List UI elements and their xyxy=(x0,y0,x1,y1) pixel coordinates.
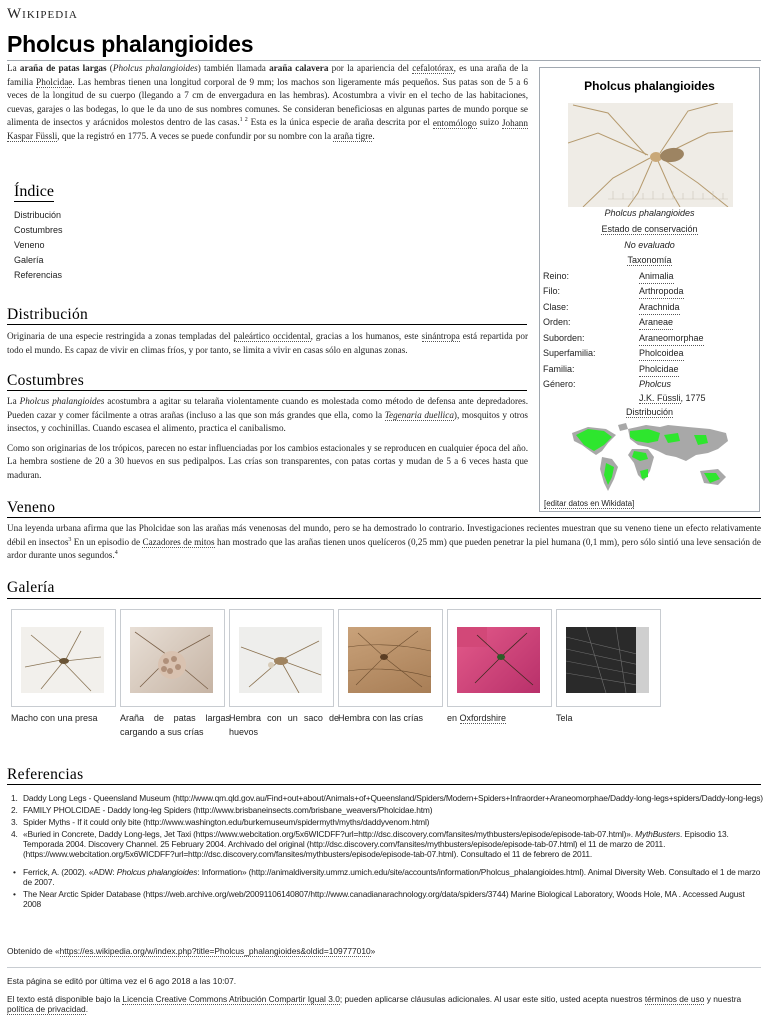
link-sinantropa[interactable]: sinántropa xyxy=(421,331,460,341)
section-divider-distribucion xyxy=(7,324,527,325)
toc-item-costumbres[interactable]: Costumbres xyxy=(14,225,63,236)
reference-item[interactable]: 3. Spider Myths - If it could only bite (http://www.washington.edu/burkemuseum/spidermyth/myths/daddyvenom.html) xyxy=(11,817,430,827)
section-divider-referencias xyxy=(7,784,761,785)
gallery-caption-6: Tela xyxy=(556,713,573,723)
section-divider-costumbres xyxy=(7,390,527,391)
toc-item-galeria[interactable]: Galería xyxy=(14,254,44,265)
infobox-title: Pholcus phalangioides xyxy=(584,79,715,93)
link-arana-tigre[interactable]: araña tigre xyxy=(333,131,373,142)
gallery-item-4[interactable] xyxy=(338,609,443,707)
infobox xyxy=(539,67,760,512)
obtenido-de: Obtenido de «https://es.wikipedia.org/w/index.php?title=Pholcus_phalangioides&oldid=109777010» xyxy=(7,946,376,956)
link-tegenaria[interactable]: Tegenaria duellica xyxy=(384,409,454,420)
taxo-link-arachnida[interactable]: Arachnida xyxy=(639,301,680,315)
gallery-caption-1: Macho con una presa xyxy=(11,713,98,723)
infobox-image-caption: Pholcus phalangioides xyxy=(604,208,695,218)
taxo-link-animalia[interactable]: Animalia xyxy=(639,270,674,284)
section-title-costumbres: Costumbres xyxy=(7,372,85,389)
gallery-image-spider-eggs xyxy=(130,627,213,693)
gallery-item-3[interactable] xyxy=(229,609,334,707)
footer-divider xyxy=(7,967,761,968)
gallery-item-1[interactable] xyxy=(11,609,116,707)
distribution-link[interactable]: Distribución xyxy=(625,407,674,417)
toc-item-veneno[interactable]: Veneno xyxy=(14,239,45,250)
section-costumbres-text: La Pholcus phalangioides acostumbra a agitar su telaraña violentamente cuando es molestada como método de defensa ante depredadores. Pueden cazar y comer fácilmente a otras arañas (incluso a las que son más grandes que ella, como la Tegenaria duellica), mosquitos y otros insectos, y cochinillas. Cuando escasea el alimento, practica el canibalismo. Como son originarias de los trópicos, parecen no estar influenciadas por los cambios estacionales y se reproducen en cualquier época del año. La hembra sostiene de 20 a 30 huevos en sus pedipalpos. Las crías son transparentes, con patas cortas y mudan de 5 a 6 veces hasta que maduran. xyxy=(7,396,528,481)
gallery-caption-3: Hembra con un saco de huevos xyxy=(229,713,339,737)
page-title: Pholcus phalangioides xyxy=(7,31,254,57)
terms-link[interactable]: términos de uso xyxy=(644,994,705,1004)
reference-item[interactable]: 2. FAMILY PHOLCIDAE - Daddy long-leg Spiders (http://www.brisbaneinsects.com/brisbane_weavers/Pholcidae.htm) xyxy=(11,805,433,815)
ref-sup-3[interactable]: 3 xyxy=(68,536,72,543)
section-title-referencias: Referencias xyxy=(7,766,84,783)
footer-last-edited: Esta página se editó por última vez el 6 ago 2018 a las 10:07. xyxy=(7,976,237,986)
gallery-caption-4: Hembra con las crías xyxy=(338,713,424,723)
taxo-link-pholcidae[interactable]: Pholcidae xyxy=(639,363,679,377)
link-entomologo[interactable]: entomólogo xyxy=(432,117,477,128)
ref-sup-4[interactable]: 4 xyxy=(114,550,118,557)
taxo-link-pholcoidea[interactable]: Pholcoidea xyxy=(639,347,684,361)
taxo-row-orden: Orden: Araneae xyxy=(543,316,756,330)
taxonomy-link[interactable]: Taxonomía xyxy=(627,255,672,265)
title-divider xyxy=(7,60,761,61)
section-veneno-text: Una leyenda urbana afirma que las Pholcidae son las arañas más venenosas del mundo, pero se ha demostrado lo contrario. Investigaciones recientes muestran que su veneno tiene un efecto relativamente débil en insectos$^3$ En un episodio de Cazadores de mitos han mostrado que las arañas tienen unos quelíceros (0,25 mm) que pueden penetrar la piel humana (0,1 mm), pero sólo sintió una leve sensación de ardor durante unos segundos.$^4$ xyxy=(7,523,761,561)
distribution-map[interactable] xyxy=(568,421,733,496)
privacy-link[interactable]: política de privacidad xyxy=(7,1004,86,1014)
footer-license: El texto está disponible bajo la Licencia Creative Commons Atribución Compartir Igual 3.0; pueden aplicarse cláusulas adicionales. Al usar este sitio, usted acepta nuestros términos de uso y nuestra política de privacidad. xyxy=(7,994,742,1014)
section-divider-veneno xyxy=(7,517,761,518)
section-distribucion-text: Originaria de una especie restringida a zonas templadas del paleártico occidental, gracias a los humanos, este sinántropa está repartida por todo el mundo. Es capaz de vivir en climas fríos, y por tanto, se limita a vivir en casas sólo en algunas zonas. xyxy=(7,331,529,355)
permanent-link[interactable]: https://es.wikipedia.org/w/index.php?title=Pholcus_phalangioides&oldid=109777010 xyxy=(59,946,371,956)
spider-photo-icon xyxy=(568,103,733,207)
toc-item-referencias[interactable]: Referencias xyxy=(14,269,63,280)
reference-bullet[interactable]: • The Near Arctic Spider Database (https://web.archive.org/web/20091106140807/http://www.canadianarachnology.org/data/spiders/3744) Marine Biological Laboratory, Woods Hole, MA . Accessed August 2008 xyxy=(13,889,745,909)
gallery-item-6[interactable] xyxy=(556,609,661,707)
toc-item-distribucion[interactable]: Distribución xyxy=(14,210,62,221)
taxo-row-suborden: Suborden: Araneomorphae xyxy=(543,332,756,346)
taxo-authority: J.K. Füssli, 1775 xyxy=(639,393,706,403)
references-list xyxy=(11,793,763,911)
ref-sup-1-2[interactable]: 1 2 xyxy=(239,117,248,124)
lead-paragraph: La araña de patas largas (Pholcus phalangioides) también llamada araña calavera por la apariencia del cefalotórax, es una araña de la familia Pholcidae. Las hembras tienen una longitud corporal de 9 mm; los machos son ligeramente más pequeños. Sus patas son de 5 a 6 veces de la longitud de su cuerpo (llegando a 7 cm de envergadura en las hembras). Acostumbra a vivir en el techo de las habitaciones, cuevas, garajes o las bodegas, lo que le da uno de sus nombres comunes. Se consideran beneficiosas en algunas partes de mundo porque se alimenta de insectos y arácnidos molestos dentro de las casas.$^{1 2}$ Esta es la única especie de araña descrita por el entomólogo suizo Johann Kaspar Füssli, que la registró en 1775. A veces se puede confundir por su nombre con la araña tigre. xyxy=(7,63,529,142)
gallery-caption-2: Araña de patas largas cargando a sus crías xyxy=(120,713,230,737)
taxo-genus-pholcus: Pholcus xyxy=(639,379,672,389)
link-cefalotorax[interactable]: cefalotórax xyxy=(412,63,454,73)
link-pholcidae[interactable]: Pholcidae xyxy=(36,76,73,87)
gallery-item-5[interactable] xyxy=(447,609,552,707)
taxo-row-filo: Filo: Arthropoda xyxy=(543,285,756,299)
reference-item[interactable]: 4. «Buried in Concrete, Daddy Long-legs, Jet Taxi (https://www.webcitation.org/5x6WICDFF?url=http://dsc.discovery.com/fansites/mythbusters/episode/episode-tab-07.html)». MythBusters. Episodio 13. Temporada 2004. Discovery Channel. 25 February 2004. Archivado del original (http://dsc.discovery.com/fansites/mythbusters/episode/episode-tab-07.html) el 11 de marzo de 2011. (https://www.webcitation.org/5x6WICDFF?url=http://dsc.discovery.com/fansites/mythbusters/episode/episode-tab-07.html). Consultado el 11 de febrero de 2011. xyxy=(11,829,729,859)
taxo-row-genero: Género: Pholcus xyxy=(543,378,756,392)
link-fussli[interactable]: Johann Kaspar Füssli xyxy=(7,117,528,142)
section-title-veneno: Veneno xyxy=(7,499,56,516)
taxo-row-superfamilia: Superfamilia: Pholcoidea xyxy=(543,347,756,361)
gallery-image-spider-pink xyxy=(457,627,540,693)
edit-wikidata-link[interactable]: [editar datos en Wikidata] xyxy=(544,499,635,508)
gallery-item-2[interactable] xyxy=(120,609,225,707)
taxo-row-clase: Clase: Arachnida xyxy=(543,301,756,315)
taxo-link-arthropoda[interactable]: Arthropoda xyxy=(639,285,684,299)
taxo-link-araneomorphae[interactable]: Araneomorphae xyxy=(639,332,704,346)
link-paleartico[interactable]: paleártico occidental xyxy=(233,331,311,341)
gallery-image-spider-eggsac xyxy=(239,627,322,693)
gallery-image-web xyxy=(566,627,649,693)
conservation-status-link[interactable]: Estado de conservación xyxy=(601,224,698,234)
wikipedia-logo[interactable]: Wikipedia xyxy=(7,6,78,22)
reference-item[interactable]: 1. Daddy Long Legs - Queensland Museum (http://www.qm.qld.gov.au/Find+out+about/Animals+of+Queensland/Spiders/Modern+Spiders+Infraorder+Araneomorphae/Daddy-long-legs+spiders/Daddy-long-legs) xyxy=(11,793,763,803)
gallery-image-spider-wood xyxy=(348,627,431,693)
license-link[interactable]: Licencia Creative Commons Atribución Compartir Igual 3.0 xyxy=(122,994,340,1004)
conservation-value: No evaluado xyxy=(624,240,675,250)
gallery-caption-5: en Oxfordshire xyxy=(447,713,507,723)
table-of-contents xyxy=(14,183,174,282)
taxo-row-familia: Familia: Pholcidae xyxy=(543,363,756,377)
section-divider-galeria xyxy=(7,598,761,599)
link-oxfordshire[interactable]: Oxfordshire xyxy=(459,713,507,723)
section-title-galeria: Galería xyxy=(7,579,55,596)
taxo-link-araneae[interactable]: Araneae xyxy=(639,316,673,330)
section-title-distribucion: Distribución xyxy=(7,306,89,323)
infobox-spider-image[interactable] xyxy=(568,103,733,207)
reference-bullet[interactable]: • Ferrick, A. (2002). «ADW: Pholcus phalangioides: Information» (http://animaldiversity.ummz.umich.edu/site/accounts/information/Pholcus_phalangioides.html). Animal Diversity Web. Consultado el 1 de marzo de 2007. xyxy=(13,867,761,887)
taxo-row-reino: Reino: Animalia xyxy=(543,270,756,284)
link-cazadores-mitos[interactable]: Cazadores de mitos xyxy=(142,536,215,547)
toc-title: Índice xyxy=(14,183,54,202)
world-map-icon xyxy=(568,421,733,496)
gallery-image-spider-prey xyxy=(21,627,104,693)
link-authority-fussli[interactable]: J.K. Füssli xyxy=(639,393,681,403)
